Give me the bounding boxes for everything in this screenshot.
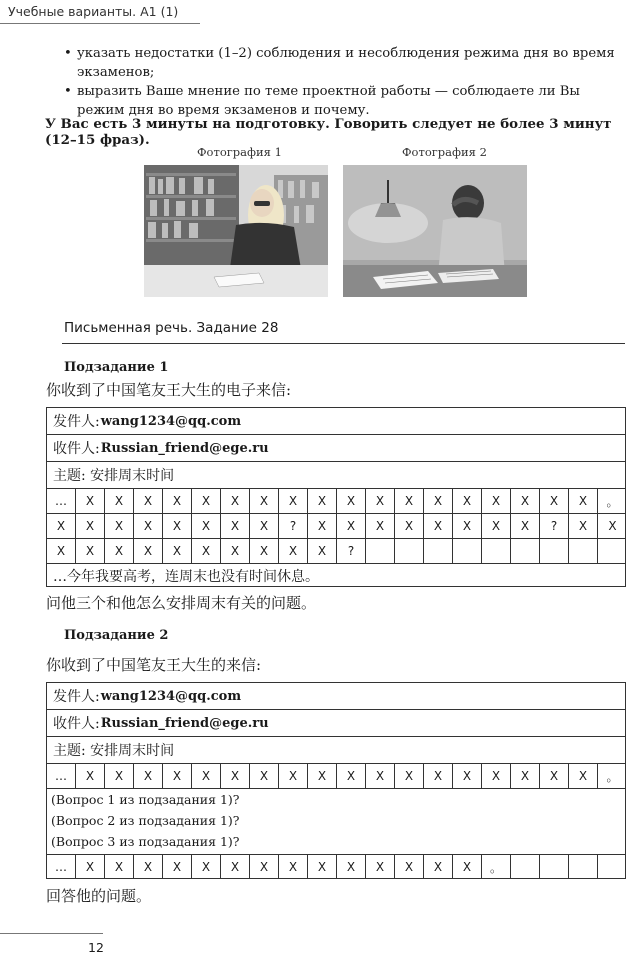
letter-grid-row	[47, 514, 625, 539]
grid-cell: X	[424, 489, 453, 513]
grid-cell: X	[221, 514, 250, 538]
page-number: 12	[88, 940, 104, 955]
grid-cell: X	[192, 764, 221, 788]
subtask-1-intro: 你收到了中国笔友王大生的电子来信:	[46, 381, 292, 399]
grid-cell: X	[279, 539, 308, 563]
from-label: 发件人:	[53, 689, 100, 705]
grid-cell: X	[569, 489, 598, 513]
grid-cell: X	[453, 514, 482, 538]
question-line: (Вопрос 1 из подзадания 1)?	[51, 792, 240, 807]
grid-cell: X	[76, 764, 105, 788]
grid-cell: X	[366, 489, 395, 513]
grid-cell: X	[424, 764, 453, 788]
question-line: (Вопрос 3 из подзадания 1)?	[51, 834, 240, 849]
to-address: Russian_friend@ege.ru	[100, 715, 269, 731]
subtask-2-title: Подзадание 2	[64, 628, 169, 643]
photo-1-caption: Фотография 1	[197, 145, 282, 159]
grid-cell: …	[47, 489, 76, 513]
grid-cell: X	[134, 539, 163, 563]
grid-cell	[511, 539, 540, 563]
footer-divider	[0, 933, 103, 934]
grid-cell: X	[337, 855, 366, 879]
grid-cell: X	[105, 855, 134, 879]
grid-cell: X	[76, 539, 105, 563]
grid-cell: X	[192, 489, 221, 513]
grid-cell	[540, 855, 569, 879]
grid-cell: X	[279, 489, 308, 513]
photo-2-student-lamp	[343, 165, 527, 297]
grid-cell: X	[366, 514, 395, 538]
from-row	[47, 683, 625, 710]
grid-cell	[598, 539, 627, 563]
grid-cell: X	[366, 764, 395, 788]
to-row	[47, 435, 625, 462]
grid-cell: X	[511, 764, 540, 788]
grid-cell: X	[395, 514, 424, 538]
grid-cell: X	[105, 764, 134, 788]
grid-cell	[598, 855, 627, 879]
grid-cell: X	[366, 855, 395, 879]
grid-cell: X	[337, 514, 366, 538]
grid-cell: X	[424, 855, 453, 879]
bullet-item: • указать недостатки (1–2) соблюдения и несоблюдения режима дня во время экзаменов;	[64, 44, 624, 82]
grid-cell: X	[540, 764, 569, 788]
grid-cell: X	[163, 764, 192, 788]
grid-cell: X	[337, 489, 366, 513]
letter-grid-row	[47, 855, 625, 879]
grid-cell: ?	[337, 539, 366, 563]
from-address: wang1234@qq.com	[100, 688, 242, 704]
running-header	[0, 0, 631, 27]
grid-cell: X	[337, 764, 366, 788]
subtask-2-intro: 你收到了中国笔友王大生的来信:	[46, 656, 262, 674]
grid-cell: X	[250, 855, 279, 879]
grid-cell: X	[221, 489, 250, 513]
grid-cell: X	[453, 855, 482, 879]
grid-cell: X	[163, 514, 192, 538]
section-title: Письменная речь. Задание 28	[64, 320, 279, 336]
grid-cell: X	[105, 514, 134, 538]
grid-cell: X	[395, 855, 424, 879]
grid-cell: X	[453, 764, 482, 788]
to-label: 收件人:	[53, 716, 100, 732]
grid-cell: X	[482, 489, 511, 513]
grid-cell: X	[308, 855, 337, 879]
grid-cell: …	[47, 855, 76, 879]
subtask-1-title: Подзадание 1	[64, 360, 169, 375]
to-address: Russian_friend@ege.ru	[100, 440, 269, 456]
subject-row	[47, 737, 625, 764]
grid-cell: X	[192, 514, 221, 538]
grid-cell: X	[395, 489, 424, 513]
subject: 主题: 安排周末时间	[53, 468, 175, 484]
questions-block	[47, 789, 625, 855]
grid-cell: X	[279, 855, 308, 879]
grid-cell	[366, 539, 395, 563]
grid-cell: X	[47, 539, 76, 563]
letter-grid-row	[47, 764, 625, 789]
grid-cell: X	[76, 855, 105, 879]
grid-cell	[511, 855, 540, 879]
to-label: 收件人:	[53, 441, 100, 457]
letter-grid-row	[47, 539, 625, 564]
email-form-2	[46, 682, 626, 879]
grid-cell: X	[221, 764, 250, 788]
letter-text: …今年我要高考，连周末也没有时间休息。	[53, 569, 319, 585]
bullet-list	[64, 44, 624, 120]
grid-cell: X	[163, 489, 192, 513]
grid-cell: 。	[606, 769, 619, 784]
preparation-instruction: У Вас есть 3 минуты на подготовку. Говорить следует не более 3 минут (12–15 фраз).	[45, 116, 612, 148]
subtask-2-task: 回答他的问题。	[46, 887, 152, 905]
grid-cell: ?	[540, 514, 569, 538]
letter-last-line	[47, 564, 625, 588]
grid-cell	[569, 539, 598, 563]
from-label: 发件人:	[53, 414, 100, 430]
letter-grid-row	[47, 489, 625, 514]
grid-cell: X	[134, 764, 163, 788]
grid-cell: X	[76, 489, 105, 513]
grid-cell: X	[163, 539, 192, 563]
grid-cell: X	[482, 514, 511, 538]
grid-cell: X	[134, 514, 163, 538]
grid-cell: X	[221, 855, 250, 879]
from-address: wang1234@qq.com	[100, 413, 242, 429]
grid-cell: X	[395, 764, 424, 788]
grid-cell: X	[453, 489, 482, 513]
subject-row	[47, 462, 625, 489]
grid-cell: X	[105, 489, 134, 513]
grid-cell: X	[279, 764, 308, 788]
grid-cell: X	[250, 539, 279, 563]
grid-cell	[540, 539, 569, 563]
grid-cell	[569, 855, 598, 879]
grid-cell: ?	[279, 514, 308, 538]
grid-cell: …	[47, 764, 76, 788]
grid-cell: X	[569, 764, 598, 788]
grid-cell: X	[511, 514, 540, 538]
question-line: (Вопрос 2 из подзадания 1)?	[51, 813, 240, 828]
section-divider	[62, 343, 625, 344]
grid-cell: X	[608, 519, 617, 533]
subject: 主题: 安排周末时间	[53, 743, 175, 759]
photo-2-caption: Фотография 2	[402, 145, 487, 159]
grid-cell: X	[308, 764, 337, 788]
grid-cell: X	[192, 855, 221, 879]
grid-cell: X	[105, 539, 134, 563]
grid-cell: X	[221, 539, 250, 563]
grid-cell: 。	[606, 494, 619, 509]
grid-cell	[424, 539, 453, 563]
grid-cell: 。	[482, 855, 511, 879]
bullet-item: • выразить Ваше мнение по теме проектной работы — соблюдаете ли Вы режим дня во время экзаменов и почему.	[64, 82, 624, 120]
grid-cell: X	[424, 514, 453, 538]
grid-cell: X	[250, 764, 279, 788]
subtask-1-task: 问他三个和他怎么安排周末有关的问题。	[46, 594, 317, 612]
grid-cell: X	[569, 514, 598, 538]
grid-cell: X	[134, 855, 163, 879]
grid-cell: X	[192, 539, 221, 563]
from-row	[47, 408, 625, 435]
grid-cell: X	[76, 514, 105, 538]
grid-cell: X	[308, 514, 337, 538]
grid-cell: X	[482, 764, 511, 788]
grid-cell: X	[308, 489, 337, 513]
grid-cell: X	[250, 514, 279, 538]
grid-cell	[395, 539, 424, 563]
grid-cell	[453, 539, 482, 563]
to-row	[47, 710, 625, 737]
grid-cell: X	[47, 514, 76, 538]
grid-cell: X	[540, 489, 569, 513]
grid-cell: X	[308, 539, 337, 563]
grid-cell: X	[511, 489, 540, 513]
grid-cell: X	[134, 489, 163, 513]
grid-cell: X	[250, 489, 279, 513]
header-divider	[0, 23, 200, 24]
photo-1-library	[144, 165, 328, 297]
grid-cell	[482, 539, 511, 563]
grid-cell: X	[163, 855, 192, 879]
header-title: Учебные варианты. А1 (1)	[8, 4, 179, 19]
email-form-1	[46, 407, 626, 587]
